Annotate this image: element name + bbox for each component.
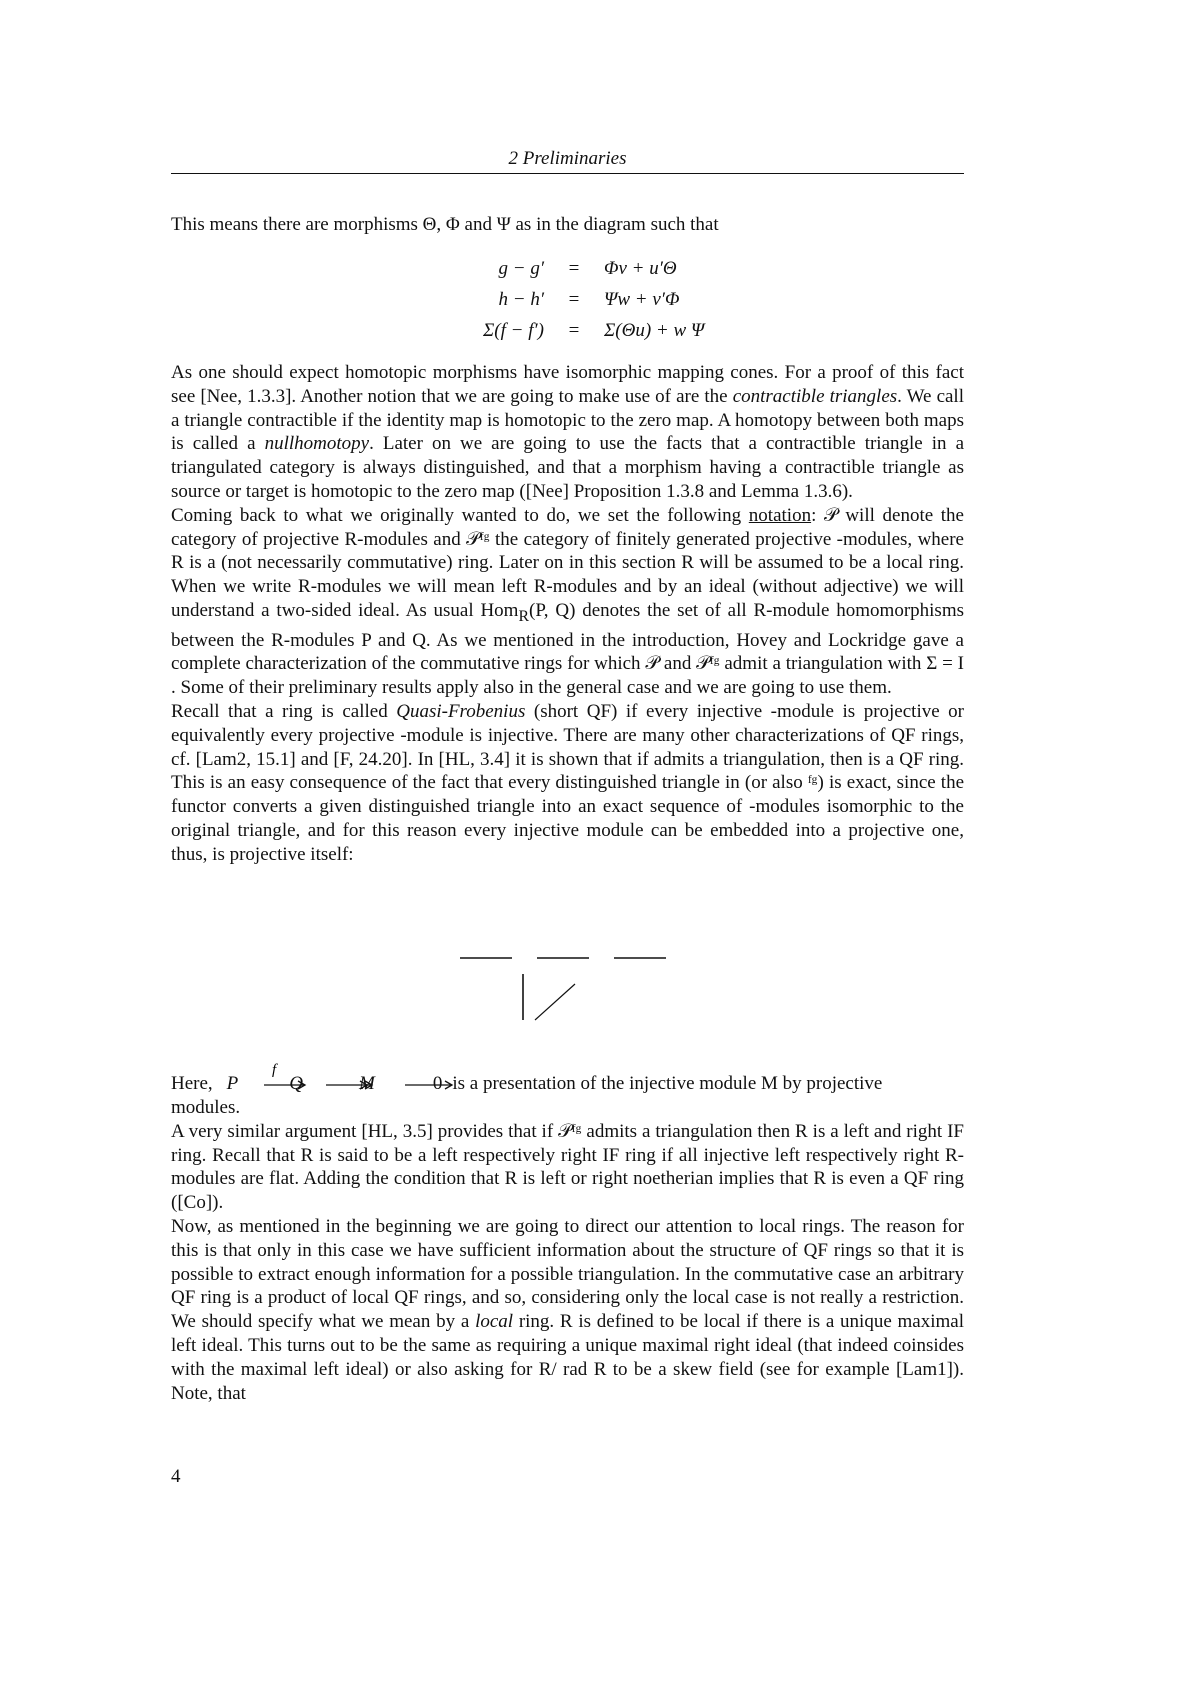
text-run: ring. R is defined to be local if there is a unique maximal left ideal. This turns out to be the same as requiring a unique maximal right ideal (that indeed coinsides with the maximal left ideal) or also asking for R/ rad R to be a skew field (see for example [Lam1]). Note, that — [171, 1311, 964, 1404]
text-run: Recall that a ring is called — [171, 700, 397, 722]
symbol-p: P — [226, 1073, 239, 1094]
text-run: (P, Q) denotes the set of all R-module homomorphisms between the R-modules P and Q. As we mentioned in the introduction, Hovey and Lockridge gave a complete characterization of the commutative rings for which 𝒫 and 𝒫ᶠᵍ admit a triangulation with Σ = I . Some of their preliminary results apply also in the general case and we are going to use them. — [171, 599, 964, 699]
equation-lhs: Σ(f − f′) — [483, 320, 544, 341]
text-run: Now, as mentioned in the beginning we are going to direct our attention to local rings. The reason for this is that only in this case we have sufficient information about the structure of QF rings so that it is possible to extract enough information for a possible triangulation. In the commutative case an arbitrary QF ring is a product of local QF rings, and so, considering only the local case is not really a restriction. We should specify what we mean by a — [171, 1215, 964, 1333]
diagram-diagonal — [535, 984, 575, 1020]
closing-body — [171, 1096, 964, 1405]
text-run: Coming back to what we originally wanted to do, we set the following — [171, 504, 749, 526]
equation-op: = — [568, 320, 580, 341]
term-contractible-triangles: contractible triangles — [732, 385, 898, 407]
text-run: As one should expect homotopic morphisms have isomorphic mapping cones. For a proof of this fact see [Nee, 1.3.3]. Another notion that we are going to make use of are the — [171, 362, 964, 407]
symbol-m: M — [359, 1073, 375, 1094]
term-notation: notation — [748, 504, 812, 526]
paragraph-local — [171, 1215, 964, 1405]
equation-op: = — [568, 258, 580, 279]
text-run: : 𝒫 will denote the category of projective R-modules and 𝒫ᶠᵍ the category of finitely generated projective -modules, where R is a (not necessarily commutative) ring. Later on in this section R will be assumed to be a local ring. When we write R-modules we will mean left R-modules and by an ideal (without adjective) we will understand a two-sided ideal. As usual Hom — [171, 504, 964, 621]
presentation-line — [171, 1072, 964, 1096]
text-run: Here, — [171, 1073, 213, 1094]
paragraph-modules: modules. — [171, 1097, 241, 1118]
equation-op: = — [568, 289, 580, 310]
page-number: 4 — [171, 1466, 181, 1487]
intro-text: This means there are morphisms Θ, Φ and Ψ as in the diagram such that — [171, 214, 719, 235]
term-nullhomotopy: nullhomotopy — [264, 433, 370, 455]
equation-lhs: h − h′ — [498, 289, 544, 310]
symbol-zero: 0 — [432, 1073, 443, 1094]
label-f: f — [272, 1062, 277, 1078]
text-run: . We call a triangle contractible if the identity map is homotopic to the zero map. A homotopy between both maps is called a — [171, 385, 964, 455]
equation-lhs: g − g′ — [498, 258, 544, 279]
symbol-q: Q — [289, 1073, 304, 1094]
term-quasi-frobenius: Quasi-Frobenius — [396, 700, 526, 722]
text-run: . Later on we are going to use the facts that a contractible triangle in a triangulated category is always distinguished, and that a morphism having a contractible triangle as source or target is homotopic to the zero map ([Nee] Proposition 1.3.8 and Lemma 1.3.6). — [171, 433, 964, 502]
text-run: (short QF) if every injective -module is projective or equivalently every projective -module is injective. There are many other characterizations of QF rings, cf. [Lam2, 15.1] and [F, 24.20]. In [HL, 3.4] it is shown that if admits a triangulation, then is a QF ring. This is an easy consequence of the fact that every distinguished triangle in (or also ᶠᵍ) is exact, since the functor converts a given distinguished triangle into an exact sequence of -modules isomorphic to the original triangle, and for this reason every injective module can be embedded into a projective one, thus, is projective itself: — [171, 700, 965, 865]
subscript: R — [518, 607, 530, 625]
equation-rhs: Ψw + v′Φ — [604, 289, 680, 310]
equation-rhs: Σ(Θu) + w Ψ — [604, 320, 705, 341]
running-header: 2 Preliminaries — [508, 148, 627, 169]
equation-rhs: Φv + u′Θ — [604, 258, 677, 279]
text-run: is a presentation of the injective module M by projective — [452, 1073, 883, 1094]
term-local: local — [475, 1311, 514, 1333]
paragraph-if-ring: A very similar argument [HL, 3.5] provides that if 𝒫ᶠᵍ admits a triangulation then R is a left and right IF ring. Recall that R is said to be a left respectively right IF ring if all injective left respectively right R-modules are flat. Adding the condition that R is left or right noetherian implies that R is even a QF ring ([Co]). — [171, 1120, 964, 1214]
